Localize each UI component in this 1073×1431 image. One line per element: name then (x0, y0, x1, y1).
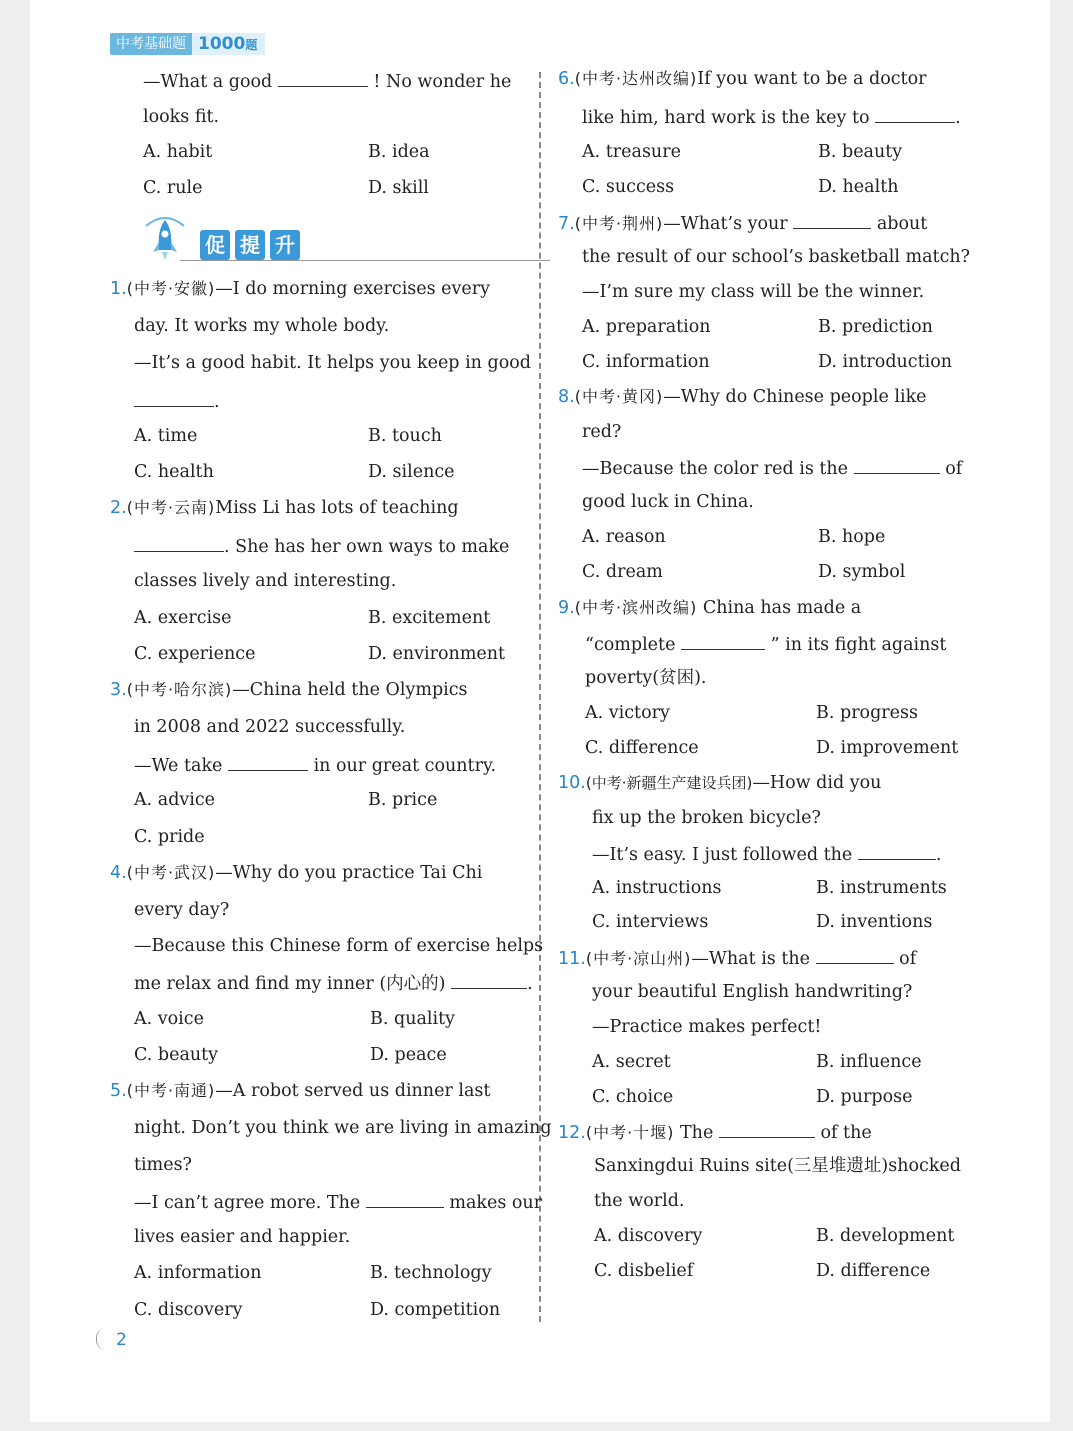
q9-option-b[interactable]: B. progress (816, 703, 918, 723)
q12-option-d[interactable]: D. difference (816, 1261, 931, 1281)
q6-option-c[interactable]: C. success (582, 177, 675, 197)
q8-line4: good luck in China. (582, 492, 754, 512)
q2-option-b[interactable]: B. excitement (368, 608, 491, 628)
answer-blank[interactable] (816, 945, 894, 964)
q12-line1: 12.(中考·十堰) The of the (558, 1119, 872, 1145)
answer-blank[interactable] (854, 455, 940, 474)
section-title-char-3: 升 (270, 230, 300, 260)
q5-option-b[interactable]: B. technology (370, 1263, 492, 1283)
q4-option-d[interactable]: D. peace (370, 1045, 447, 1065)
q8-line1: 8.(中考·黄冈)—Why do Chinese people like (558, 387, 927, 407)
q8-option-a[interactable]: A. reason (582, 527, 666, 547)
answer-blank[interactable] (228, 752, 308, 771)
q7-option-b[interactable]: B. prediction (818, 317, 933, 337)
section-title-char-2: 提 (235, 230, 265, 260)
page-number-bracket (96, 1328, 111, 1350)
q1-line4: . (134, 388, 220, 414)
q3-line1: 3.(中考·哈尔滨)—China held the Olympics (110, 680, 468, 700)
q2-option-c[interactable]: C. experience (134, 644, 256, 664)
q1-option-d[interactable]: D. silence (368, 462, 455, 482)
q0-option-b[interactable]: B. idea (368, 142, 430, 162)
q9-option-a[interactable]: A. victory (585, 703, 670, 723)
q4-option-c[interactable]: C. beauty (134, 1045, 219, 1065)
q6-line1: 6.(中考·达州改编)If you want to be a doctor (558, 69, 927, 89)
q2-line2: . She has her own ways to make (134, 533, 509, 559)
q9-line2: “complete ” in its fight against (585, 631, 946, 657)
q2-option-d[interactable]: D. environment (368, 644, 506, 664)
q11-option-a[interactable]: A. secret (592, 1052, 671, 1072)
q5-option-d[interactable]: D. competition (370, 1300, 501, 1320)
q5-line1: 5.(中考·南通)—A robot served us dinner last (110, 1081, 491, 1101)
answer-blank[interactable] (858, 841, 936, 860)
q8-option-b[interactable]: B. hope (818, 527, 886, 547)
q1-option-c[interactable]: C. health (134, 462, 214, 482)
q4-option-a[interactable]: A. voice (134, 1009, 204, 1029)
q11-line3: —Practice makes perfect! (592, 1017, 822, 1037)
q8-option-c[interactable]: C. dream (582, 562, 663, 582)
q9-line1: 9.(中考·滨州改编) China has made a (558, 598, 862, 618)
answer-blank[interactable] (278, 68, 368, 87)
q2-line3: classes lively and interesting. (134, 571, 397, 591)
q12-line2: Sanxingdui Ruins site(三星堆遗址)shocked (594, 1156, 961, 1176)
answer-blank[interactable] (793, 210, 871, 229)
q0-option-a[interactable]: A. habit (143, 142, 213, 162)
q2-line1: 2.(中考·云南)Miss Li has lots of teaching (110, 498, 459, 518)
q2-option-a[interactable]: A. exercise (134, 608, 232, 628)
section-header (140, 212, 550, 264)
answer-blank[interactable] (451, 970, 527, 989)
q11-option-b[interactable]: B. influence (816, 1052, 922, 1072)
q1-line3: —It’s a good habit. It helps you keep in good (134, 353, 531, 373)
q7-line2: the result of our school’s basketball match? (582, 247, 971, 267)
q3-line2: in 2008 and 2022 successfully. (134, 717, 406, 737)
q0-option-c[interactable]: C. rule (143, 178, 203, 198)
q3-option-c[interactable]: C. pride (134, 827, 205, 847)
answer-blank[interactable] (366, 1189, 444, 1208)
q11-line1: 11.(中考·凉山州)—What is the of (558, 945, 916, 971)
q6-option-b[interactable]: B. beauty (818, 142, 903, 162)
q8-option-d[interactable]: D. symbol (818, 562, 906, 582)
q4-line4: me relax and find my inner (内心的) . (134, 970, 533, 996)
q6-line2: like him, hard work is the key to . (582, 104, 961, 130)
q4-line1: 4.(中考·武汉)—Why do you practice Tai Chi (110, 863, 483, 883)
q1-line1: 1.(中考·安徽)—I do morning exercises every (110, 279, 491, 299)
q8-line3: —Because the color red is the of (582, 455, 962, 481)
q5-line5: lives easier and happier. (134, 1227, 351, 1247)
q12-line3: the world. (594, 1191, 685, 1211)
q3-option-b[interactable]: B. price (368, 790, 438, 810)
q3-line3: —We take in our great country. (134, 752, 496, 778)
q11-option-d[interactable]: D. purpose (816, 1087, 913, 1107)
section-rule (180, 260, 550, 261)
q10-option-a[interactable]: A. instructions (592, 878, 722, 898)
q5-line4: —I can’t agree more. The makes our (134, 1189, 542, 1215)
q1-option-b[interactable]: B. touch (368, 426, 442, 446)
series-label: 中考基础题 (110, 33, 192, 55)
q9-option-d[interactable]: D. improvement (816, 738, 959, 758)
q4-option-b[interactable]: B. quality (370, 1009, 456, 1029)
q0-line1: —What a good ! No wonder he (143, 68, 511, 94)
q1-option-a[interactable]: A. time (134, 426, 198, 446)
answer-blank[interactable] (875, 104, 955, 123)
q6-option-d[interactable]: D. health (818, 177, 899, 197)
question-count-label: 1000题 (192, 33, 265, 55)
q5-line2: night. Don’t you think we are living in amazing (134, 1118, 552, 1138)
q4-line2: every day? (134, 900, 230, 920)
answer-blank[interactable] (719, 1119, 815, 1138)
q10-line2: fix up the broken bicycle? (592, 808, 821, 828)
q0-option-d[interactable]: D. skill (368, 178, 429, 198)
q7-line3: —I’m sure my class will be the winner. (582, 282, 925, 302)
page-number: 2 (116, 1330, 127, 1350)
q3-option-a[interactable]: A. advice (134, 790, 216, 810)
rocket-icon (140, 212, 190, 264)
q7-option-a[interactable]: A. preparation (582, 317, 711, 337)
q10-line3: —It’s easy. I just followed the . (592, 841, 941, 867)
q11-option-c[interactable]: C. choice (592, 1087, 674, 1107)
q9-line3: poverty(贫困). (585, 668, 707, 688)
q12-option-a[interactable]: A. discovery (594, 1226, 703, 1246)
q12-option-c[interactable]: C. disbelief (594, 1261, 694, 1281)
q5-option-c[interactable]: C. discovery (134, 1300, 243, 1320)
answer-blank[interactable] (134, 388, 214, 407)
q1-line2: day. It works my whole body. (134, 316, 390, 336)
q10-option-c[interactable]: C. interviews (592, 912, 709, 932)
q7-line1: 7.(中考·荆州)—What’s your about (558, 210, 927, 236)
q5-option-a[interactable]: A. information (134, 1263, 262, 1283)
q9-option-c[interactable]: C. difference (585, 738, 699, 758)
q10-line1: 10.(中考·新疆生产建设兵团)—How did you (558, 773, 882, 793)
q8-line2: red? (582, 422, 622, 442)
q4-line3: —Because this Chinese form of exercise helps (134, 936, 544, 956)
q12-option-b[interactable]: B. development (816, 1226, 955, 1246)
book-title-badge (110, 33, 265, 55)
q0-line2: looks fit. (143, 107, 220, 127)
q10-option-b[interactable]: B. instruments (816, 878, 947, 898)
q7-option-c[interactable]: C. information (582, 352, 710, 372)
q6-option-a[interactable]: A. treasure (582, 142, 681, 162)
q10-option-d[interactable]: D. inventions (816, 912, 933, 932)
q5-line3: times? (134, 1155, 192, 1175)
worksheet-page (30, 0, 1050, 1422)
q11-line2: your beautiful English handwriting? (592, 982, 913, 1002)
answer-blank[interactable] (681, 631, 765, 650)
answer-blank[interactable] (134, 533, 224, 552)
section-title-char-1: 促 (200, 230, 230, 260)
q7-option-d[interactable]: D. introduction (818, 352, 953, 372)
